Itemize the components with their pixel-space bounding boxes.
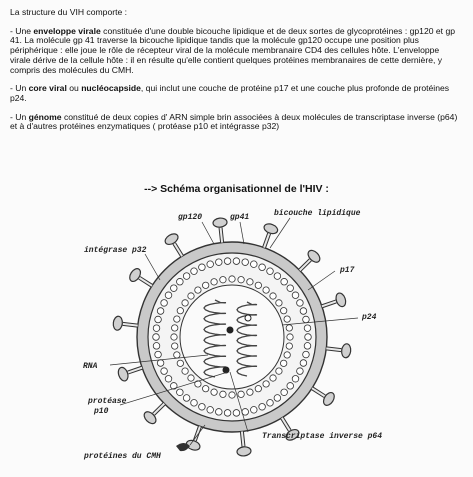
p17-protein xyxy=(161,368,168,375)
p24-protein xyxy=(182,300,188,306)
p17-protein xyxy=(157,360,164,367)
paragraph-prefix: - Une xyxy=(10,25,34,36)
p17-protein xyxy=(155,316,162,323)
paragraph-text: constitué de deux copies d' ARN simple brin associées à deux molécules de transcriptase inverse (p64) et à d'autres protéines enzymatiques ( protéase p10 et intégrasse p32) xyxy=(10,111,458,132)
p24-protein xyxy=(229,276,235,282)
p24-protein xyxy=(263,287,269,293)
p17-protein xyxy=(157,308,164,315)
p17-protein xyxy=(165,375,172,382)
p17-protein xyxy=(207,261,214,268)
label-transcriptase: Transcriptase inverse p64 xyxy=(262,432,383,441)
term-core: core viral xyxy=(28,83,67,94)
label-protease-p10: p10 xyxy=(94,407,109,416)
p17-protein xyxy=(199,264,206,271)
p24-protein xyxy=(270,293,276,299)
p24-protein xyxy=(220,391,226,397)
p17-protein xyxy=(259,403,266,410)
p24-protein xyxy=(255,385,261,391)
p24-protein xyxy=(247,279,253,285)
label-gp41: gp41 xyxy=(230,213,250,222)
p17-protein xyxy=(267,268,274,275)
p17-protein xyxy=(191,268,198,275)
p24-protein xyxy=(174,352,180,358)
p17-protein xyxy=(199,403,206,410)
p17-protein xyxy=(191,400,198,407)
p24-protein xyxy=(211,279,217,285)
paragraph-prefix: - Un xyxy=(10,83,29,94)
p17-protein xyxy=(281,389,288,396)
p17-protein xyxy=(274,395,281,402)
p17-protein xyxy=(292,292,299,299)
p17-protein xyxy=(297,368,304,375)
p24-protein xyxy=(238,277,244,283)
p24-protein xyxy=(284,352,290,358)
paragraph-text: constituée d'une double bicouche lipidique et de deux sortes de glycoprotéines : gp120 et gp 41. La molécule gp 41 traverse la bicouche lipidique tandis que la molécule gp120 occupe une position plus périphérique : elle joue le rôle de récepteur viral de la molécule membranaire CD4 des cellules hôte. L'enveloppe virale dérive de la cellule hôte : il en résulte qu'elle contient quelques protéines membranaires de cette dernière, y compris des molécules du CMH. xyxy=(10,25,456,75)
p17-protein xyxy=(267,400,274,407)
diagram-title: --> Schéma organisationnel de l'HIV : xyxy=(144,183,329,195)
label-protease: protéase xyxy=(88,397,127,406)
p17-protein xyxy=(242,259,249,266)
p17-protein xyxy=(287,383,294,390)
p24-protein xyxy=(286,325,292,331)
gp120-head xyxy=(334,292,347,308)
p24-protein xyxy=(188,375,194,381)
p24-protein xyxy=(171,334,177,340)
p24-protein xyxy=(286,343,292,349)
p24-protein xyxy=(174,316,180,322)
p17-protein xyxy=(259,264,266,271)
label-gp120: gp120 xyxy=(178,213,203,222)
p17-protein xyxy=(233,258,240,265)
p17-protein xyxy=(177,389,184,396)
p24-protein xyxy=(220,277,226,283)
gp120-head xyxy=(321,391,336,408)
label-integrase: intégrase p32 xyxy=(84,246,147,255)
gp41-stem xyxy=(154,404,165,415)
p24-protein xyxy=(276,368,282,374)
intro-line: La structure du VIH comporte : xyxy=(10,7,128,17)
gp41-stem xyxy=(139,278,152,286)
core-capsid xyxy=(180,285,284,389)
p17-protein xyxy=(155,351,162,358)
gp120-head xyxy=(237,446,252,456)
p17-protein xyxy=(183,273,190,280)
gp120-head xyxy=(113,316,124,331)
p24-protein xyxy=(202,282,208,288)
gp120-head xyxy=(163,232,180,247)
p24-protein xyxy=(177,360,183,366)
protease-dot xyxy=(245,315,251,321)
p24-protein xyxy=(280,307,286,313)
gp41-stem xyxy=(300,260,311,271)
term-enveloppe: enveloppe virale xyxy=(33,25,101,36)
p17-protein xyxy=(170,285,177,292)
p17-protein xyxy=(153,325,160,332)
label-p17: p17 xyxy=(340,266,355,275)
label-cmh: protéines du CMH xyxy=(84,452,161,461)
p17-protein xyxy=(153,334,160,341)
p24-protein xyxy=(255,282,261,288)
p17-protein xyxy=(250,407,257,414)
p24-protein xyxy=(211,389,217,395)
p17-protein xyxy=(303,351,310,358)
p17-protein xyxy=(304,325,311,332)
gp120-head xyxy=(341,343,352,358)
p17-protein xyxy=(233,410,240,417)
gp41-stem xyxy=(312,388,325,396)
p17-protein xyxy=(281,278,288,285)
p17-protein xyxy=(250,261,257,268)
paragraph-middle: ou xyxy=(66,83,82,94)
gp120-head xyxy=(128,267,143,284)
p17-protein xyxy=(224,410,231,417)
gp41-stem xyxy=(174,243,182,256)
paragraph-text: , qui inclut une couche de protéine p17 et une couche plus profonde de protéines p24. xyxy=(10,83,450,103)
p17-protein xyxy=(287,285,294,292)
label-p24: p24 xyxy=(362,313,377,322)
p24-protein xyxy=(229,392,235,398)
gp120-head xyxy=(117,366,130,382)
p17-protein xyxy=(161,300,168,307)
p24-protein xyxy=(172,343,178,349)
p17-protein xyxy=(216,259,223,266)
paragraph-prefix: - Un xyxy=(10,111,29,122)
p17-protein xyxy=(304,343,311,350)
p17-protein xyxy=(177,278,184,285)
p17-protein xyxy=(297,300,304,307)
gp41-stem xyxy=(282,418,290,431)
p24-protein xyxy=(263,381,269,387)
p24-protein xyxy=(238,391,244,397)
p24-protein xyxy=(247,389,253,395)
p24-protein xyxy=(202,385,208,391)
p17-protein xyxy=(305,334,312,341)
gp120-head xyxy=(263,222,279,235)
p17-protein xyxy=(165,292,172,299)
p24-protein xyxy=(284,316,290,322)
p24-protein xyxy=(188,293,194,299)
p24-protein xyxy=(182,368,188,374)
p17-protein xyxy=(207,407,214,414)
p17-protein xyxy=(300,360,307,367)
p17-protein xyxy=(153,343,160,350)
p24-protein xyxy=(270,375,276,381)
p17-protein xyxy=(303,316,310,323)
p24-protein xyxy=(276,300,282,306)
label-rna: RNA xyxy=(83,362,98,371)
term-nucleocapside: nucléocapside xyxy=(81,83,141,94)
integrase-dot xyxy=(227,327,234,334)
p17-protein xyxy=(216,409,223,416)
p24-protein xyxy=(280,360,286,366)
p24-protein xyxy=(172,325,178,331)
p17-protein xyxy=(224,258,231,265)
gp120-head xyxy=(213,217,228,227)
p17-protein xyxy=(274,273,281,280)
p24-protein xyxy=(287,334,293,340)
p24-protein xyxy=(195,287,201,293)
label-bicouche: bicouche lipidique xyxy=(274,209,361,218)
term-genome: génome xyxy=(28,111,62,122)
p17-protein xyxy=(300,308,307,315)
p24-protein xyxy=(177,307,183,313)
p17-protein xyxy=(292,375,299,382)
p17-protein xyxy=(183,395,190,402)
